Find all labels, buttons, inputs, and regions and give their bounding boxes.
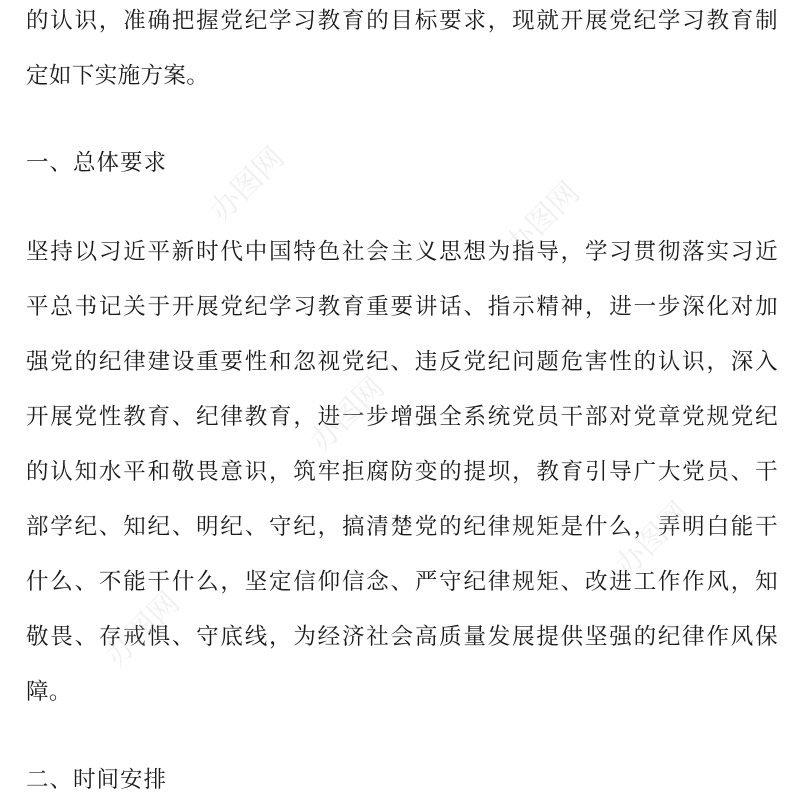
watermark-3: 办图网 [303,370,392,459]
body-line-4: 开展党性教育、纪律教育，进一步增强全系统党员干部对党章党规党纪 [26,404,778,430]
watermark-4: 办图网 [98,585,187,674]
body-line-1: 坚持以习近平新时代中国特色社会主义思想为指导，学习贯彻落实习近 [26,239,778,265]
body-line-7: 什么、不能干什么，坚定信仰信念、严守纪律规矩、改进工作作风，知 [26,569,778,595]
body-line-2: 平总书记关于开展党纪学习教育重要讲话、指示精神，进一步深化对加 [26,294,778,320]
document-page [26,0,778,800]
body-line-5: 的认知水平和敬畏意识，筑牢拒腐防变的提坝，教育引导广大党员、干 [26,459,778,485]
intro-line-2: 定如下实施方案。 [26,63,210,89]
intro-line-1: 的认识，准确把握党纪学习教育的目标要求，现就开展党纪学习教育制 [26,8,778,34]
body-line-8: 敬畏、存戒惧、守底线，为经济社会高质量发展提供坚强的纪律作风保 [26,624,778,650]
watermark-1: 办图网 [203,140,292,229]
body-line-6: 部学纪、知纪、明纪、守纪，搞清楚党的纪律规矩是什么，弄明白能干 [26,514,778,540]
watermark-5: 办图网 [608,495,697,584]
body-line-9: 障。 [26,679,72,705]
body-line-3: 强党的纪律建设重要性和忽视党纪、违反党纪问题危害性的认识，深入 [26,349,778,375]
watermark-2: 办图网 [498,175,587,264]
section-heading-overall-requirements: 一、总体要求 [26,150,168,176]
section-heading-schedule: 二、时间安排 [26,767,168,793]
